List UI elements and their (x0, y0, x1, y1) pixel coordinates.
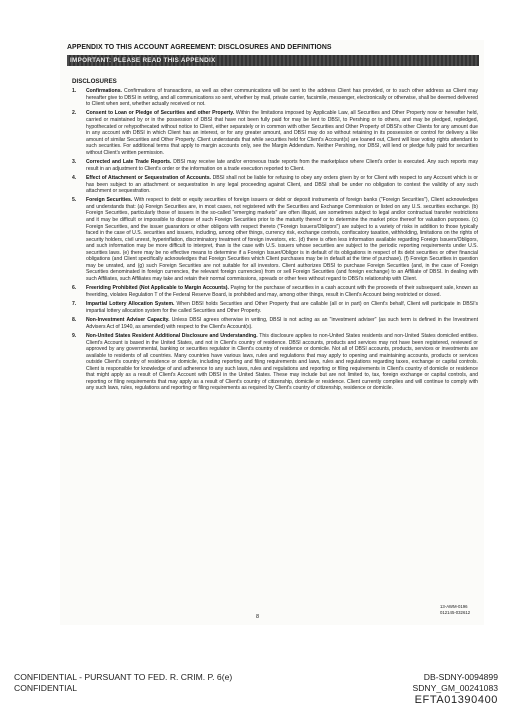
item-body: DBSI may receive late and/or erroneous trade reports from the marketplace where Client's order is executed. Any such reports may result in an adjustment to Client's order or the information on a trade execution reported to Client. (86, 159, 478, 172)
item-body: When DBSI holds Securities and Other Property that are callable (all or in part) on Client's behalf, Client will participate in DBSI's impartial lottery allocation system for the called Securities and Other Property. (86, 301, 478, 314)
banner-text: IMPORTANT: PLEASE READ THIS APPENDIX (70, 56, 216, 64)
important-banner (67, 55, 479, 66)
item-lead: Confirmations. (86, 88, 122, 94)
bates-number-db: DB-SDNY-0094899 (423, 672, 498, 682)
confidential-label: CONFIDENTIAL (14, 683, 78, 693)
item-number: 4. (72, 174, 77, 181)
item-number: 6. (72, 285, 77, 292)
item-number: 5. (72, 197, 77, 204)
item-lead: Foreign Securities. (86, 197, 133, 204)
document-code (440, 604, 492, 615)
disclosure-item (72, 301, 478, 314)
item-number: 1. (72, 88, 77, 94)
item-lead: Non-United States Resident Additional Disclosure and Understanding. (86, 332, 258, 339)
item-text (86, 175, 478, 195)
page-number: 8 (256, 614, 260, 620)
item-body: DBSI shall not be liable for refusing to obey any orders given by or for Client with respect to any Account which is or has been subject to an attachment or sequestration in any legal proceeding against Client, and DBSI shall be under no obligation to contest the validity of any such attachment or sequestration. (86, 174, 478, 195)
confidential-notice: CONFIDENTIAL - PURSUANT TO FED. R. CRIM. P. 6(e) (14, 672, 233, 682)
item-lead: Freeriding Prohibited (Not Applicable to Margin Accounts). (86, 285, 229, 292)
disclosure-item (72, 175, 478, 195)
item-number: 8. (72, 317, 77, 324)
disclosure-item (72, 197, 478, 282)
item-lead: Corrected and Late Trade Reports. (86, 159, 172, 166)
item-number: 9. (72, 332, 77, 339)
disclosure-list (72, 88, 478, 603)
item-text (86, 110, 478, 156)
item-lead: Non-Investment Adviser Capacity. (86, 317, 170, 324)
document-code-line: 13-AWM-0196 (440, 604, 468, 609)
item-number: 3. (72, 159, 77, 166)
item-body: Confirmations of transactions, as well as other communications will be sent to the address Client has provided, or to such other address as Client may hereafter give to DBSI in writing, and all communications so sent, whether by mail, private carrier, facsimile, messenger, electronically or otherwise, shall be deemed delivered to Client when sent, whether actually received or not. (86, 88, 478, 108)
item-text (86, 88, 478, 108)
confidential-footer (14, 672, 232, 694)
bates-number-sdny: SDNY_GM_00241083 (412, 683, 498, 693)
item-body: With respect to debt or equity securities of foreign issuers or debt or deposit instruments of foreign banks ("Foreign Securities"), Client acknowledges and understands that: (a) Foreign Securities are, in most cases, not registered with the Securities and Exchange Commission or listed on any U.S. securities exchange. (b) Foreign Securities, particularly those of issuers in the so-called "emerging markets" are often illiquid, are sometimes subject to legal and/or contractual transfer restrictions and it may be difficult or impossible to dispose of such Foreign Securities prior to the maturity thereof or to determine the market price thereof for valuation purposes. (c) Foreign Securities, and the issuer guarantors or other obligors with respect thereto ("Foreign Issuers/Obligors") are subject to a variety of risks in addition to those typically faced in the case of U.S. securities and issuers, including, among other things, currency risk, exchange controls, confiscatory taxation, withholding, limitations on the rights of security holders, civil unrest, hyperinflation, discriminatory treatment of foreign investors, etc. (d) there is often less information available regarding Foreign Issuers/Obligors, and such information may be more difficult to interpret, than is the case with U.S. issuers whose securities are subject to the periodic reporting requirements under U.S. securities laws. (e) there may be no effective means to determine if a Foreign Issuer/Obligor is in default of its obligations in respect of its debt securities or other financial obligations (and Client specifically acknowledges that Foreign Securities which Client purchases may be in default at the time of purchase). (f) Foreign Securities in question may be unrated, and (g) such Foreign Securities are not suitable for all investors. Client authorizes DBSI to purchase Foreign Securities (and, in the case of Foreign Securities denominated in foreign currencies, the relevant foreign currencies) from or sell Foreign Securities (and foreign exchange) to an Affiliate of DBSI. In dealing with such Affiliates, such Affiliates may take and retain their normal commissions, spreads or other fees without regard to DBSI's relationship with Client. (86, 197, 478, 282)
item-lead: Impartial Lottery Allocation System. (86, 301, 175, 308)
item-body: Unless DBSI agrees otherwise in writing, DBSI is not acting as an "investment adviser" (as such term is defined in the Investment Advisers Act of 1940, as amended) with respect to the Client's Account(s). (86, 317, 478, 330)
document-code-line: 012145-032612 (440, 609, 471, 615)
disclosure-item (72, 159, 478, 172)
item-text (86, 333, 478, 392)
item-lead: Consent to Loan or Pledge of Securities and other Property. (86, 110, 235, 117)
disclosure-item (72, 285, 478, 298)
item-text (86, 285, 478, 298)
item-text (86, 159, 478, 172)
section-heading: DISCLOSURES (72, 78, 117, 85)
document-title: APPENDIX TO THIS ACCOUNT AGREEMENT: DISCLOSURES AND DEFINITIONS (67, 44, 332, 51)
item-body: This disclosure applies to non-United States residents and non-United States domiciled entities. Client's Account is based in the United States, and not in Client's country of residence. DBSI accounts, products and services may not have been registered, reviewed or approved by any governmental, banking or securities regulator in Client's country of residence or domicile. Not all of DBSI accounts, products, services or investments are available to residents of all countries. Many countries have various laws, rules and regulations that may apply to opening and maintaining accounts, products or services outside Client's country of residence or domicile, including reporting and filing requirements and laws, rules and regulations regarding taxes, exchange or capital controls. Client is responsible for knowledge of and adherence to any such laws, rules and regulations and reporting or filing requirements in Client's country of domicile or residence that might apply as a result of Client's Account with DBSI in the United States. These may include but are not limited to, tax, foreign exchange or capital controls, and reporting or filing requirements that may apply as a result of Client's country of citizenship, domicile or residence. Client currently complies and will continue to comply with any such laws, rules, regulations and reporting or filing requirements as required by Client's country of citizenship, residence or domicile. (86, 332, 478, 392)
disclosure-item (72, 88, 478, 108)
disclosure-item (72, 110, 478, 156)
disclosure-item (72, 333, 478, 392)
item-lead: Effect of Attachment or Sequestration of Accounts. (86, 174, 211, 181)
item-text (86, 301, 478, 314)
item-text (86, 197, 478, 282)
disclosure-item (72, 317, 478, 330)
item-body: Within the limitations imposed by Applicable Law, all Securities and Other Property now or hereafter held, carried or maintained by or in the possession of DBSI that have not been fully paid for may be lent to DBSI, to Pershing or to others, and may be pledged, repledged, hypothecated or rehypothecated without notice to Client, either separately or in common with other Securities and Other Property of DBSI's other Clients for any amount due in any account with DBSI in which Client has an interest, or for any greater amount, and DBSI may do so without retaining in its possession or control for delivery a like amount of similar Securities and Other Property. Client understands that while securities held for Client's Account(s) are loaned out, Client will lose voting rights attendant to such securities. For additional terms that apply to margin accounts only, see the Margin Addendum. Neither Pershing, nor DBSI, will lend or pledge fully paid for securities without Client's written permission. (86, 110, 478, 156)
item-number: 2. (72, 110, 77, 117)
item-number: 7. (72, 301, 77, 308)
item-body: Paying for the purchase of securities in a cash account with the proceeds of their subsequent sale, known as freeriding, violates Regulation T of the Federal Reserve Board, is prohibited and may, among other things, result in Client's Account being restricted or closed. (86, 285, 478, 298)
bates-number-efta: EFTA01390400 (414, 694, 498, 706)
bates-footer (380, 672, 498, 706)
item-text (86, 317, 478, 330)
